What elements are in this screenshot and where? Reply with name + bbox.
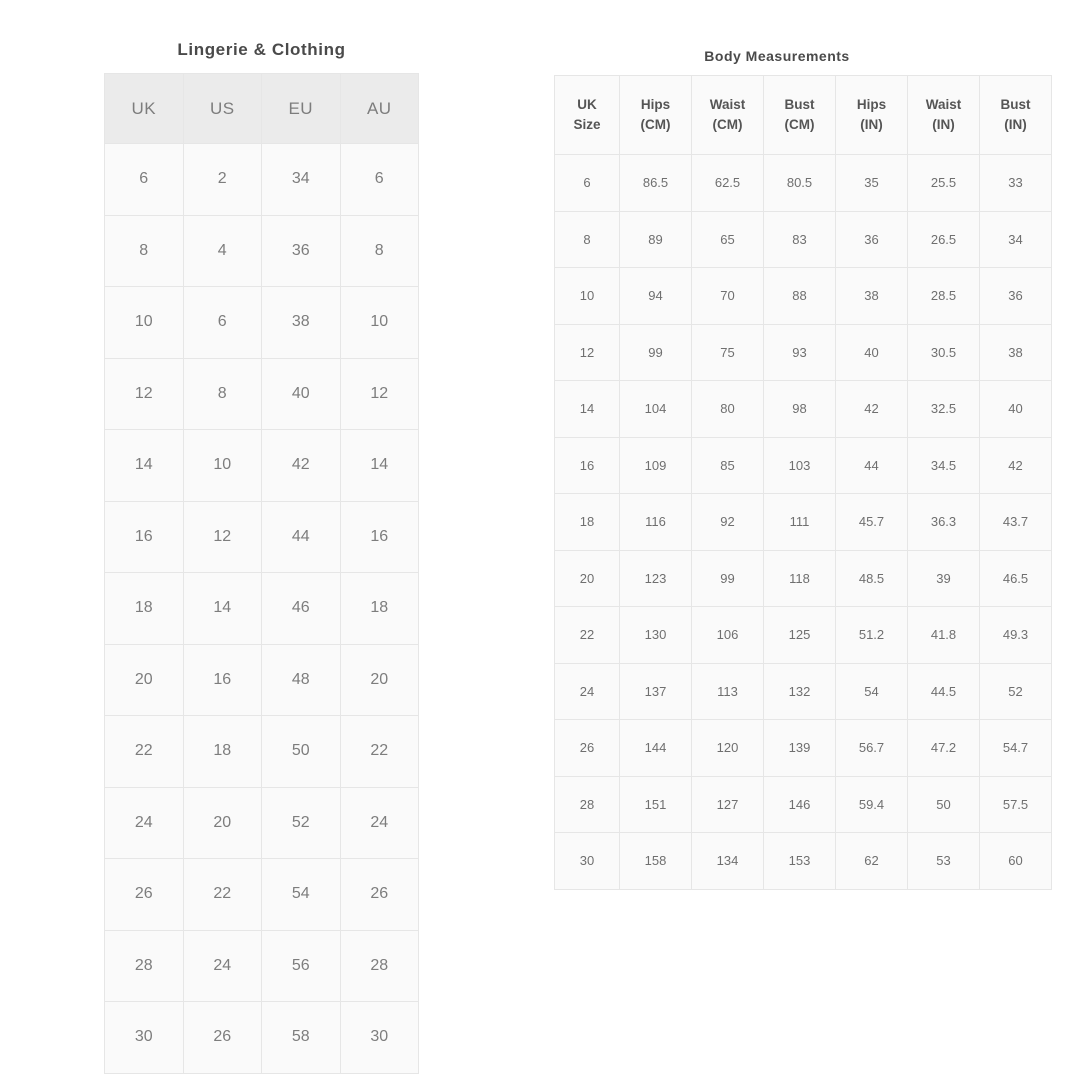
- table-cell: 48: [262, 644, 341, 716]
- table-cell: 28: [105, 930, 184, 1002]
- table-cell: 16: [340, 501, 419, 573]
- table-row: [105, 287, 419, 359]
- table-cell: 45.7: [836, 494, 908, 551]
- table-cell: 2: [183, 144, 262, 216]
- table-cell: 60: [980, 833, 1052, 890]
- table-row: [105, 930, 419, 1002]
- table-cell: 99: [620, 324, 692, 381]
- table-cell: 8: [340, 215, 419, 287]
- table-row: [105, 430, 419, 502]
- table-cell: 52: [262, 787, 341, 859]
- table-cell: 22: [105, 716, 184, 788]
- table-cell: 44: [836, 437, 908, 494]
- table-cell: 12: [340, 358, 419, 430]
- table-cell: 54: [262, 859, 341, 931]
- table-row: [555, 494, 1052, 551]
- table-cell: 98: [764, 381, 836, 438]
- table-row: [105, 215, 419, 287]
- table-cell: 34: [980, 211, 1052, 268]
- table-cell: 56.7: [836, 720, 908, 777]
- table-row: [105, 1002, 419, 1074]
- column-header-au: AU: [340, 74, 419, 144]
- table-cell: 93: [764, 324, 836, 381]
- table-cell: 35: [836, 155, 908, 212]
- table-cell: 88: [764, 268, 836, 325]
- table-cell: 34.5: [908, 437, 980, 494]
- table-cell: 92: [692, 494, 764, 551]
- column-header-line1: Bust: [784, 96, 815, 112]
- table-cell: 158: [620, 833, 692, 890]
- table-cell: 80: [692, 381, 764, 438]
- table-cell: 59.4: [836, 776, 908, 833]
- column-header-line2: (IN): [932, 117, 955, 132]
- table-cell: 24: [105, 787, 184, 859]
- table-cell: 10: [340, 287, 419, 359]
- table-row: [555, 155, 1052, 212]
- table-cell: 137: [620, 663, 692, 720]
- table-cell: 44: [262, 501, 341, 573]
- table-cell: 22: [555, 607, 620, 664]
- column-header-uk-size: [555, 76, 620, 155]
- table-cell: 36: [980, 268, 1052, 325]
- table-cell: 16: [555, 437, 620, 494]
- table-cell: 40: [262, 358, 341, 430]
- table-cell: 144: [620, 720, 692, 777]
- table-cell: 4: [183, 215, 262, 287]
- column-header-line2: (IN): [860, 117, 883, 132]
- table-cell: 26: [340, 859, 419, 931]
- column-header-uk: UK: [105, 74, 184, 144]
- table-cell: 39: [908, 550, 980, 607]
- column-header-line1: Bust: [1000, 96, 1031, 112]
- table-cell: 30: [340, 1002, 419, 1074]
- table-cell: 134: [692, 833, 764, 890]
- body-measurements-table: [554, 75, 1052, 890]
- table-row: [555, 211, 1052, 268]
- table-row: [555, 720, 1052, 777]
- table-row: [105, 787, 419, 859]
- table-cell: 12: [183, 501, 262, 573]
- column-header-hips-in: [836, 76, 908, 155]
- table-cell: 44.5: [908, 663, 980, 720]
- table-cell: 32.5: [908, 381, 980, 438]
- table-cell: 25.5: [908, 155, 980, 212]
- column-header-line2: (CM): [784, 117, 815, 132]
- lingerie-clothing-table: [104, 73, 419, 1074]
- table-cell: 14: [183, 573, 262, 645]
- table-cell: 53: [908, 833, 980, 890]
- lingerie-clothing-table-body: [105, 144, 419, 1074]
- table-cell: 20: [340, 644, 419, 716]
- body-measurements-title: Body Measurements: [704, 48, 850, 64]
- table-cell: 49.3: [980, 607, 1052, 664]
- table-cell: 40: [836, 324, 908, 381]
- table-cell: 52: [980, 663, 1052, 720]
- table-cell: 125: [764, 607, 836, 664]
- table-cell: 130: [620, 607, 692, 664]
- table-cell: 50: [908, 776, 980, 833]
- table-cell: 50: [262, 716, 341, 788]
- table-cell: 51.2: [836, 607, 908, 664]
- table-cell: 30: [555, 833, 620, 890]
- table-row: [555, 324, 1052, 381]
- table-row: [105, 144, 419, 216]
- table-cell: 8: [105, 215, 184, 287]
- table-cell: 139: [764, 720, 836, 777]
- table-cell: 54.7: [980, 720, 1052, 777]
- table-cell: 70: [692, 268, 764, 325]
- table-cell: 86.5: [620, 155, 692, 212]
- table-cell: 26: [105, 859, 184, 931]
- table-cell: 103: [764, 437, 836, 494]
- table-cell: 24: [183, 930, 262, 1002]
- table-cell: 146: [764, 776, 836, 833]
- table-cell: 42: [262, 430, 341, 502]
- table-cell: 20: [555, 550, 620, 607]
- table-cell: 47.2: [908, 720, 980, 777]
- table-cell: 16: [183, 644, 262, 716]
- table-cell: 18: [183, 716, 262, 788]
- table-cell: 12: [555, 324, 620, 381]
- column-header-line1: Hips: [856, 96, 887, 112]
- table-cell: 24: [340, 787, 419, 859]
- table-cell: 38: [980, 324, 1052, 381]
- table-row: [105, 859, 419, 931]
- body-measurements-section: [554, 48, 1031, 890]
- table-cell: 132: [764, 663, 836, 720]
- table-cell: 28: [340, 930, 419, 1002]
- table-cell: 34: [262, 144, 341, 216]
- table-row: [555, 663, 1052, 720]
- table-cell: 43.7: [980, 494, 1052, 551]
- table-cell: 26: [555, 720, 620, 777]
- table-row: [105, 358, 419, 430]
- table-cell: 94: [620, 268, 692, 325]
- column-header-hips-cm: [620, 76, 692, 155]
- column-header-waist-in: [908, 76, 980, 155]
- table-cell: 16: [105, 501, 184, 573]
- table-cell: 116: [620, 494, 692, 551]
- table-cell: 120: [692, 720, 764, 777]
- table-cell: 42: [980, 437, 1052, 494]
- table-row: [555, 550, 1052, 607]
- column-header-line1: Waist: [925, 96, 962, 112]
- table-cell: 36: [836, 211, 908, 268]
- table-cell: 109: [620, 437, 692, 494]
- table-row: [105, 501, 419, 573]
- table-cell: 42: [836, 381, 908, 438]
- column-header-bust-in: [980, 76, 1052, 155]
- table-cell: 85: [692, 437, 764, 494]
- table-cell: 40: [980, 381, 1052, 438]
- column-header-us: US: [183, 74, 262, 144]
- table-row: [105, 573, 419, 645]
- table-cell: 6: [105, 144, 184, 216]
- table-cell: 38: [836, 268, 908, 325]
- table-cell: 38: [262, 287, 341, 359]
- table-cell: 18: [340, 573, 419, 645]
- table-cell: 8: [183, 358, 262, 430]
- table-cell: 36: [262, 215, 341, 287]
- table-cell: 106: [692, 607, 764, 664]
- table-cell: 30: [105, 1002, 184, 1074]
- table-row: [555, 607, 1052, 664]
- table-cell: 46: [262, 573, 341, 645]
- table-cell: 12: [105, 358, 184, 430]
- table-cell: 10: [183, 430, 262, 502]
- table-cell: 18: [555, 494, 620, 551]
- body-measurements-table-body: [555, 155, 1052, 890]
- table-row: [555, 776, 1052, 833]
- table-cell: 113: [692, 663, 764, 720]
- table-cell: 65: [692, 211, 764, 268]
- table-cell: 22: [340, 716, 419, 788]
- table-cell: 14: [340, 430, 419, 502]
- table-cell: 22: [183, 859, 262, 931]
- table-header-row: [555, 76, 1052, 155]
- table-cell: 56: [262, 930, 341, 1002]
- table-cell: 62.5: [692, 155, 764, 212]
- column-header-line1: Hips: [640, 96, 671, 112]
- table-cell: 80.5: [764, 155, 836, 212]
- column-header-line1: UK: [577, 96, 597, 112]
- column-header-line2: (CM): [712, 117, 743, 132]
- table-row: [555, 381, 1052, 438]
- table-cell: 89: [620, 211, 692, 268]
- table-row: [555, 268, 1052, 325]
- table-cell: 153: [764, 833, 836, 890]
- column-header-line2: (CM): [640, 117, 671, 132]
- table-cell: 20: [183, 787, 262, 859]
- table-cell: 118: [764, 550, 836, 607]
- table-row: [555, 833, 1052, 890]
- table-cell: 75: [692, 324, 764, 381]
- table-cell: 6: [555, 155, 620, 212]
- table-cell: 111: [764, 494, 836, 551]
- column-header-eu: EU: [262, 74, 341, 144]
- table-cell: 46.5: [980, 550, 1052, 607]
- table-cell: 14: [105, 430, 184, 502]
- table-cell: 99: [692, 550, 764, 607]
- table-cell: 58: [262, 1002, 341, 1074]
- table-cell: 8: [555, 211, 620, 268]
- table-cell: 20: [105, 644, 184, 716]
- table-cell: 28.5: [908, 268, 980, 325]
- table-row: [105, 716, 419, 788]
- table-row: [555, 437, 1052, 494]
- table-header-row: [105, 74, 419, 144]
- column-header-waist-cm: [692, 76, 764, 155]
- table-cell: 6: [340, 144, 419, 216]
- table-cell: 57.5: [980, 776, 1052, 833]
- table-cell: 62: [836, 833, 908, 890]
- table-cell: 26.5: [908, 211, 980, 268]
- table-cell: 41.8: [908, 607, 980, 664]
- table-cell: 26: [183, 1002, 262, 1074]
- column-header-line1: Waist: [709, 96, 746, 112]
- lingerie-clothing-title: Lingerie & Clothing: [177, 40, 346, 59]
- table-cell: 127: [692, 776, 764, 833]
- table-cell: 104: [620, 381, 692, 438]
- table-cell: 10: [555, 268, 620, 325]
- table-cell: 54: [836, 663, 908, 720]
- table-cell: 24: [555, 663, 620, 720]
- table-cell: 6: [183, 287, 262, 359]
- table-cell: 10: [105, 287, 184, 359]
- lingerie-clothing-section: [104, 40, 419, 1074]
- column-header-bust-cm: [764, 76, 836, 155]
- column-header-line2: (IN): [1004, 117, 1027, 132]
- table-cell: 123: [620, 550, 692, 607]
- table-cell: 33: [980, 155, 1052, 212]
- table-cell: 18: [105, 573, 184, 645]
- table-cell: 48.5: [836, 550, 908, 607]
- table-row: [105, 644, 419, 716]
- table-cell: 14: [555, 381, 620, 438]
- table-cell: 151: [620, 776, 692, 833]
- column-header-line2: Size: [573, 117, 601, 132]
- table-cell: 30.5: [908, 324, 980, 381]
- table-cell: 83: [764, 211, 836, 268]
- table-cell: 36.3: [908, 494, 980, 551]
- table-cell: 28: [555, 776, 620, 833]
